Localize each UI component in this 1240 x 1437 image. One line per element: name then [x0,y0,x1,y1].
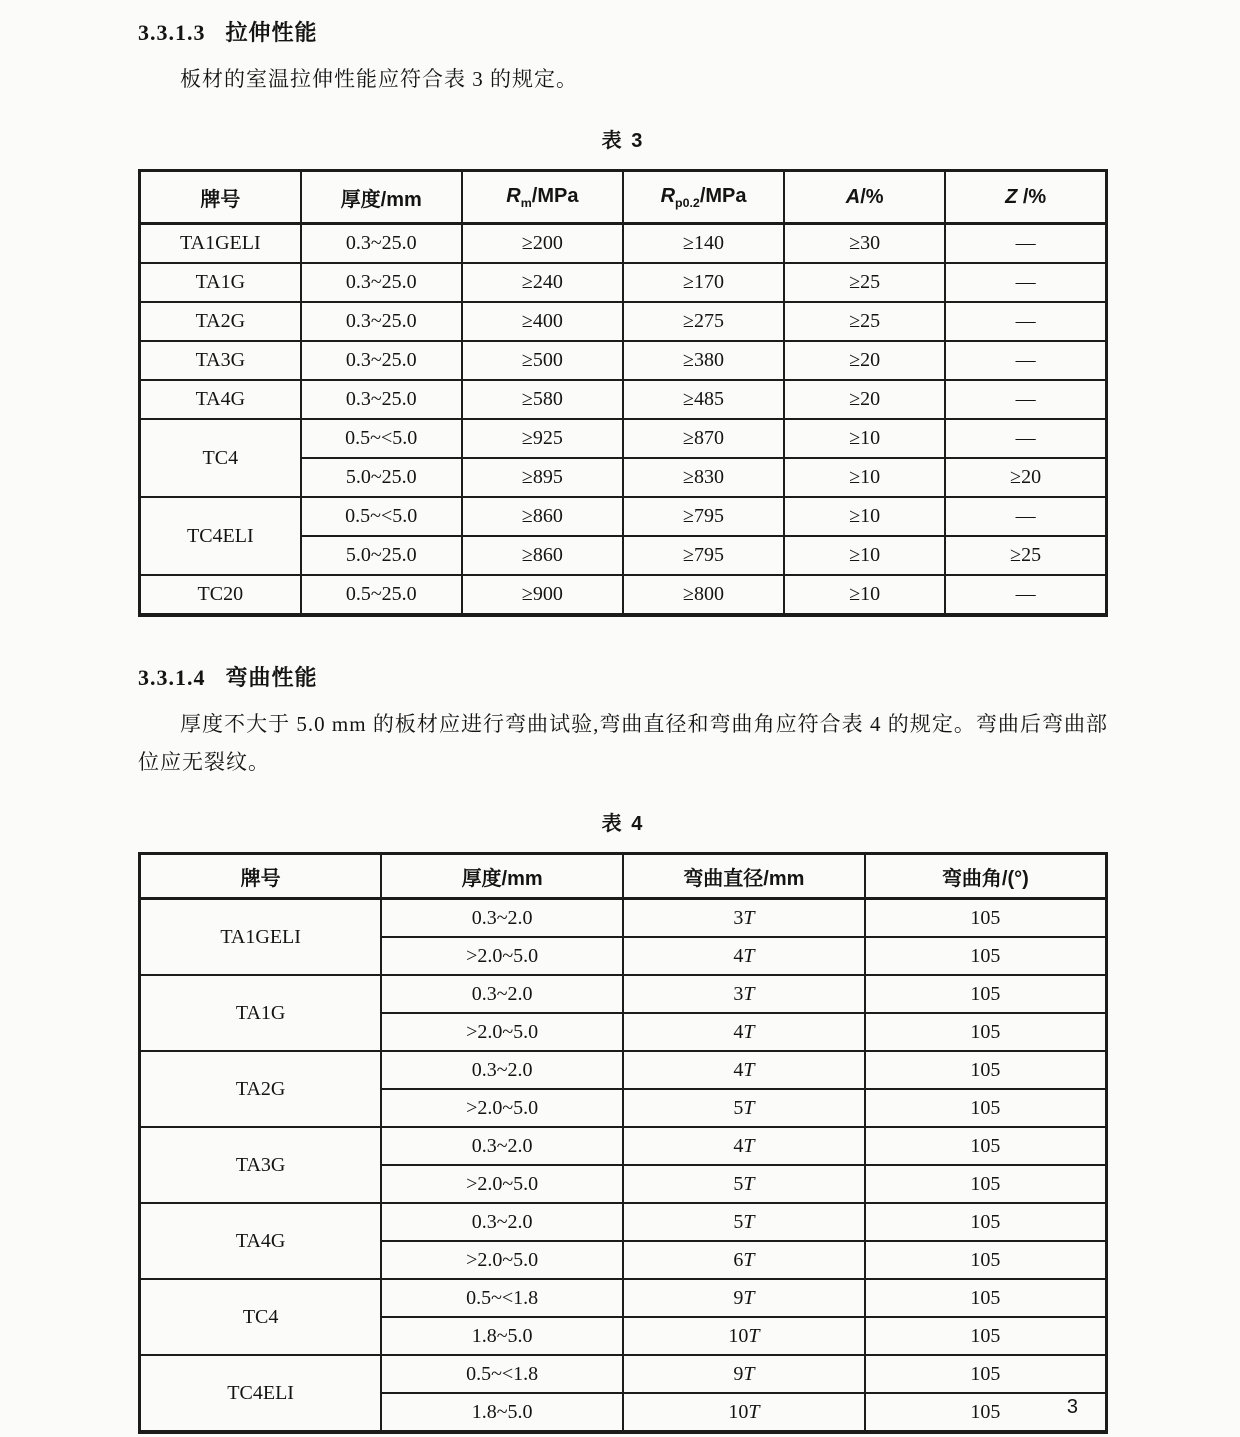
angle-cell: 105 [865,1013,1107,1051]
elongation-cell: ≥10 [784,575,945,615]
paragraph-tensile: 板材的室温拉伸性能应符合表 3 的规定。 [180,67,578,91]
thickness-cell: 5.0~25.0 [301,458,462,497]
diameter-cell: 10T [623,1317,865,1355]
table4-header-angle: 弯曲角/(°) [865,854,1107,899]
thickness-cell: 0.3~2.0 [381,1203,623,1241]
elongation-cell: ≥20 [784,380,945,419]
grade-cell: TA2G [140,1051,382,1127]
angle-cell: 105 [865,975,1107,1013]
table4-caption: 表 4 [601,813,645,836]
grade-cell: TC20 [140,575,301,615]
rp02-cell: ≥795 [623,536,784,575]
reduction-cell: — [945,302,1106,341]
diameter-cell: 5T [623,1165,865,1203]
rm-cell: ≥895 [462,458,623,497]
angle-cell: 105 [865,1279,1107,1317]
section-number: 3.3.1.3 [138,20,206,45]
reduction-cell: — [945,497,1106,536]
table4-bending-properties [138,852,1108,1434]
thickness-cell: 0.3~25.0 [301,224,462,264]
elongation-cell: ≥10 [784,419,945,458]
angle-cell: 105 [865,1089,1107,1127]
thickness-cell: 0.3~25.0 [301,341,462,380]
rp02-cell: ≥830 [623,458,784,497]
thickness-cell: 0.5~<5.0 [301,419,462,458]
rm-cell: ≥400 [462,302,623,341]
section-number: 3.3.1.4 [138,665,206,691]
thickness-cell: >2.0~5.0 [381,1165,623,1203]
table3-header-rp02: $R_{p0.2}$/MPa [623,171,784,224]
thickness-cell: 0.3~2.0 [381,899,623,938]
grade-cell: TA4G [140,1203,382,1279]
grade-cell: TC4 [140,1279,382,1355]
rm-cell: ≥900 [462,575,623,615]
table-row [140,1127,1107,1165]
table-row [140,1203,1107,1241]
diameter-cell: 4T [623,1127,865,1165]
page-number: 3 [1066,1396,1078,1418]
rm-cell: ≥200 [462,224,623,264]
table-row [140,341,1107,380]
angle-cell: 105 [865,1355,1107,1393]
thickness-cell: 5.0~25.0 [301,536,462,575]
reduction-cell: ≥25 [945,536,1106,575]
rm-cell: ≥860 [462,497,623,536]
thickness-cell: 0.3~25.0 [301,302,462,341]
diameter-cell: 3T [623,975,865,1013]
angle-cell: 105 [865,1393,1107,1432]
rp02-cell: ≥485 [623,380,784,419]
table-row [140,224,1107,264]
diameter-cell: 4T [623,937,865,975]
table3-header-thickness: 厚度/mm [301,171,462,224]
rp02-cell: ≥275 [623,302,784,341]
grade-cell: TA1GELI [140,224,301,264]
rp02-cell: ≥140 [623,224,784,264]
diameter-cell: 4T [623,1051,865,1089]
rp02-cell: ≥170 [623,263,784,302]
table-row [140,302,1107,341]
diameter-cell: 6T [623,1241,865,1279]
reduction-cell: ≥20 [945,458,1106,497]
angle-cell: 105 [865,899,1107,938]
rm-cell: ≥500 [462,341,623,380]
table-row [140,575,1107,615]
grade-cell: TC4ELI [140,1355,382,1432]
diameter-cell: 4T [623,1013,865,1051]
grade-cell: TC4 [140,419,301,497]
thickness-cell: 0.5~<1.8 [381,1355,623,1393]
elongation-cell: ≥30 [784,224,945,264]
table4-header-row [140,854,1107,899]
table3-header-row [140,171,1107,224]
rp02-cell: ≥380 [623,341,784,380]
table3-header-elongation: A/% [784,171,945,224]
rm-cell: ≥925 [462,419,623,458]
table-row [140,1051,1107,1089]
thickness-cell: 0.5~<1.8 [381,1279,623,1317]
diameter-cell: 9T [623,1279,865,1317]
thickness-cell: >2.0~5.0 [381,1089,623,1127]
rm-cell: ≥240 [462,263,623,302]
grade-cell: TA2G [140,302,301,341]
diameter-cell: 10T [623,1393,865,1432]
table-row [140,497,1107,536]
reduction-cell: — [945,380,1106,419]
diameter-cell: 5T [623,1203,865,1241]
reduction-cell: — [945,341,1106,380]
angle-cell: 105 [865,937,1107,975]
table-row [140,419,1107,458]
diameter-cell: 5T [623,1089,865,1127]
rp02-cell: ≥800 [623,575,784,615]
thickness-cell: 0.5~25.0 [301,575,462,615]
grade-cell: TA1G [140,263,301,302]
table-row [140,380,1107,419]
thickness-cell: 1.8~5.0 [381,1317,623,1355]
table-row [140,899,1107,938]
angle-cell: 105 [865,1241,1107,1279]
elongation-cell: ≥25 [784,302,945,341]
reduction-cell: — [945,263,1106,302]
table-row [140,975,1107,1013]
rp02-cell: ≥870 [623,419,784,458]
reduction-cell: — [945,575,1106,615]
section-title: 拉伸性能 [225,20,318,45]
thickness-cell: >2.0~5.0 [381,1013,623,1051]
table3-header-grade: 牌号 [140,171,301,224]
thickness-cell: 1.8~5.0 [381,1393,623,1432]
rm-cell: ≥860 [462,536,623,575]
diameter-cell: 3T [623,899,865,938]
table3-caption: 表 3 [601,130,645,153]
paragraph-bending: 厚度不大于 5.0 mm 的板材应进行弯曲试验,弯曲直径和弯曲角应符合表 4 的规定。弯曲后弯曲部位应无裂纹。 [138,712,1108,774]
thickness-cell: >2.0~5.0 [381,1241,623,1279]
elongation-cell: ≥10 [784,458,945,497]
section-heading-tensile [138,16,1108,47]
elongation-cell: ≥20 [784,341,945,380]
grade-cell: TA3G [140,1127,382,1203]
table3-header-rm: $R_m$/MPa [462,171,623,224]
grade-cell: TC4ELI [140,497,301,575]
elongation-cell: ≥10 [784,536,945,575]
reduction-cell: — [945,224,1106,264]
section-heading-bending [138,661,1108,692]
diameter-cell: 9T [623,1355,865,1393]
thickness-cell: 0.3~2.0 [381,1127,623,1165]
angle-cell: 105 [865,1317,1107,1355]
grade-cell: TA3G [140,341,301,380]
elongation-cell: ≥10 [784,497,945,536]
thickness-cell: 0.3~2.0 [381,1051,623,1089]
table4-header-diameter: 弯曲直径/mm [623,854,865,899]
table3-header-reduction: Z /% [945,171,1106,224]
grade-cell: TA1G [140,975,382,1051]
table-row [140,263,1107,302]
thickness-cell: 0.3~25.0 [301,380,462,419]
table-row [140,1355,1107,1393]
table3-tensile-properties [138,169,1108,617]
reduction-cell: — [945,419,1106,458]
angle-cell: 105 [865,1127,1107,1165]
angle-cell: 105 [865,1051,1107,1089]
rp02-cell: ≥795 [623,497,784,536]
table4-header-grade: 牌号 [140,854,382,899]
thickness-cell: 0.3~25.0 [301,263,462,302]
grade-cell: TA1GELI [140,899,382,976]
grade-cell: TA4G [140,380,301,419]
table4-header-thickness: 厚度/mm [381,854,623,899]
angle-cell: 105 [865,1165,1107,1203]
elongation-cell: ≥25 [784,263,945,302]
thickness-cell: 0.3~2.0 [381,975,623,1013]
angle-cell: 105 [865,1203,1107,1241]
thickness-cell: >2.0~5.0 [381,937,623,975]
rm-cell: ≥580 [462,380,623,419]
thickness-cell: 0.5~<5.0 [301,497,462,536]
table-row [140,1279,1107,1317]
section-title: 弯曲性能 [225,665,318,691]
